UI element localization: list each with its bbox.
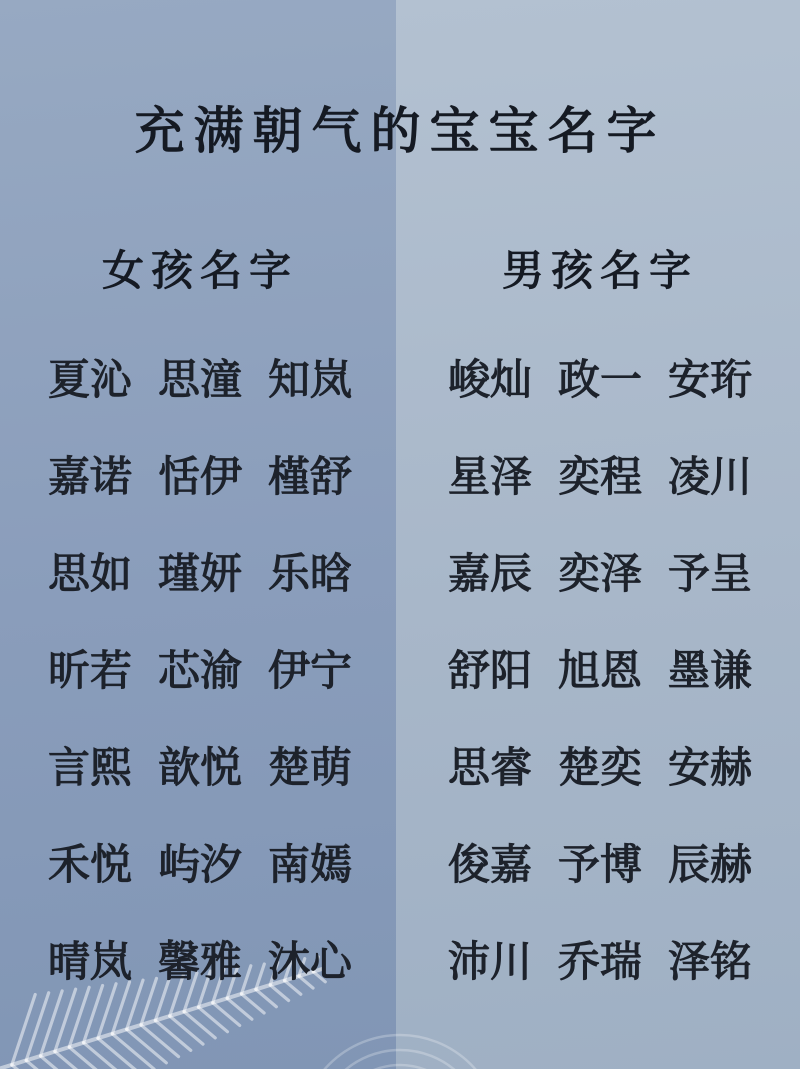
baby-name: 墨谦 [668, 646, 753, 695]
baby-name: 嘉辰 [447, 549, 532, 598]
page-title: 充满朝气的宝宝名字 [134, 101, 666, 160]
baby-name: 舒阳 [447, 646, 532, 695]
baby-name: 乔瑞 [557, 937, 642, 986]
baby-name: 嘉诺 [47, 452, 132, 501]
baby-name: 俊嘉 [447, 840, 532, 889]
baby-name: 安赫 [668, 743, 753, 792]
baby-name: 奕程 [557, 452, 642, 501]
baby-name: 昕若 [47, 646, 132, 695]
baby-name: 凌川 [668, 452, 753, 501]
baby-name: 馨雅 [157, 937, 242, 986]
baby-name: 知岚 [268, 355, 353, 404]
baby-name: 楚萌 [268, 743, 353, 792]
name-row [48, 453, 352, 501]
column-header: 男孩名字 [501, 246, 698, 295]
baby-name: 芯渝 [157, 646, 242, 695]
name-row [448, 550, 752, 598]
baby-name: 予呈 [668, 549, 753, 598]
name-columns [0, 246, 800, 1035]
baby-name: 夏沁 [47, 355, 132, 404]
baby-name: 言熙 [47, 743, 132, 792]
baby-name: 沛川 [447, 937, 532, 986]
baby-name: 沐心 [268, 937, 353, 986]
baby-name: 政一 [557, 355, 642, 404]
baby-name: 思潼 [157, 355, 242, 404]
name-row [448, 744, 752, 792]
baby-name: 旭恩 [557, 646, 642, 695]
name-row [448, 647, 752, 695]
baby-name: 奕泽 [557, 549, 642, 598]
baby-name: 星泽 [447, 452, 532, 501]
baby-name: 晴岚 [47, 937, 132, 986]
baby-name: 予博 [557, 840, 642, 889]
baby-name: 恬伊 [157, 452, 242, 501]
baby-name: 峻灿 [447, 355, 532, 404]
baby-name: 伊宁 [268, 646, 353, 695]
name-row [448, 938, 752, 986]
baby-name: 思如 [47, 549, 132, 598]
name-row [48, 550, 352, 598]
baby-name: 南嫣 [268, 840, 353, 889]
name-row [48, 938, 352, 986]
boy-names-column [400, 246, 800, 1035]
baby-name: 禾悦 [47, 840, 132, 889]
name-row [448, 356, 752, 404]
name-row [48, 744, 352, 792]
baby-name: 楚奕 [557, 743, 642, 792]
baby-name: 歆悦 [157, 743, 242, 792]
name-row [48, 647, 352, 695]
baby-name: 槿舒 [268, 452, 353, 501]
baby-name: 乐晗 [268, 549, 353, 598]
name-row [448, 453, 752, 501]
baby-name: 瑾妍 [157, 549, 242, 598]
baby-name: 辰赫 [668, 840, 753, 889]
baby-name: 屿汐 [157, 840, 242, 889]
baby-name: 思睿 [447, 743, 532, 792]
name-row [48, 356, 352, 404]
column-header: 女孩名字 [101, 246, 298, 295]
baby-name: 泽铭 [668, 937, 753, 986]
name-row [48, 841, 352, 889]
baby-name: 安珩 [668, 355, 753, 404]
name-row [448, 841, 752, 889]
girl-names-column [0, 246, 400, 1035]
